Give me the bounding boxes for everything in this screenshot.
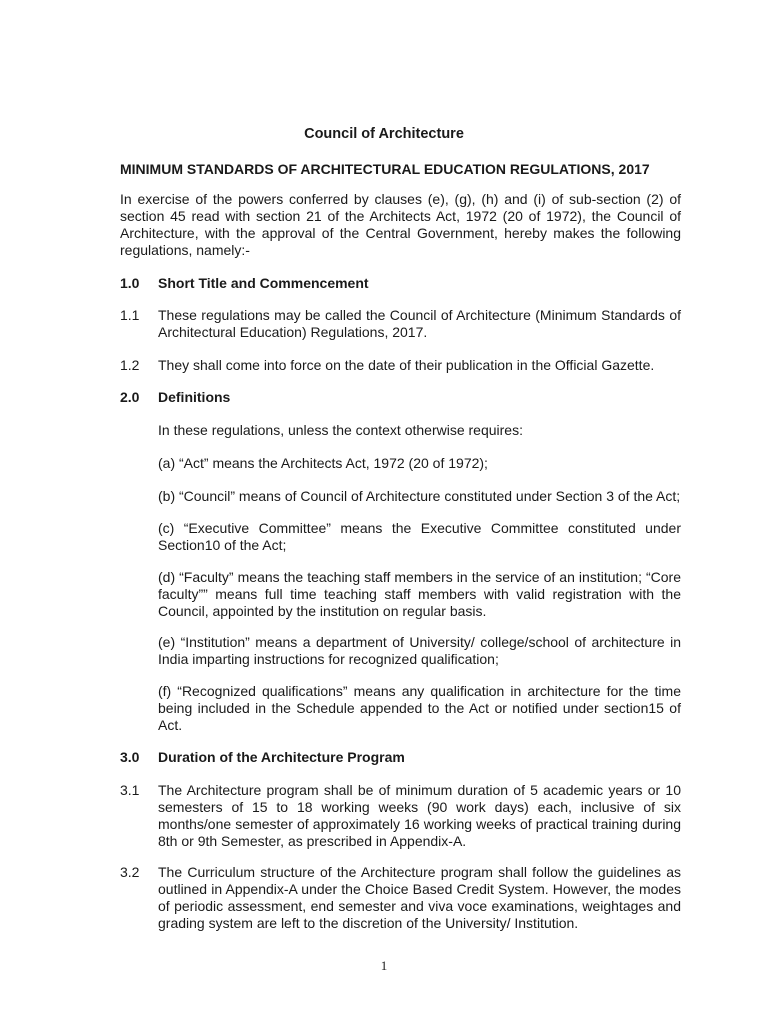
clause-3-2-number: 3.2	[120, 864, 140, 880]
section-1-number: 1.0	[120, 275, 140, 291]
section-3-heading: Duration of the Architecture Program	[158, 749, 405, 765]
clause-1-2-number: 1.2	[120, 357, 140, 373]
clause-3-1-text: The Architecture program shall be of minimum duration of 5 academic years or 10 semesters of 15 to 18 working weeks (90 work days) each, inclusive of six months/one semester of approximately 16 working weeks of practical training during 8th or 9th Semester, as prescribed in Appendix-A.	[158, 782, 681, 849]
definition-a: (a) “Act” means the Architects Act, 1972 (20 of 1972);	[158, 455, 488, 471]
section-1-heading: Short Title and Commencement	[158, 275, 369, 291]
clause-3-1-number: 3.1	[120, 782, 140, 798]
definition-b: (b) “Council” means of Council of Architecture constituted under Section 3 of the Act;	[158, 488, 681, 504]
definition-d: (d) “Faculty” means the teaching staff members in the service of an institution; “Core faculty”” means full time teaching staff members with valid registration with the Council, appointed by the institution on regular basis.	[158, 569, 681, 619]
definition-f: (f) “Recognized qualifications” means any qualification in architecture for the time being included in the Schedule appended to the Act or notified under section15 of Act.	[158, 683, 681, 733]
clause-1-1-number: 1.1	[120, 307, 140, 323]
clause-3-2-text: The Curriculum structure of the Architecture program shall follow the guidelines as outlined in Appendix-A under the Choice Based Credit System. However, the modes of periodic assessment, end semester and viva voce examinations, weightages and grading system are left to the discretion of the University/ Institution.	[158, 864, 681, 931]
page-number: 1	[380, 958, 388, 973]
definition-c: (c) “Executive Committee” means the Executive Committee constituted under Section10 of the Act;	[158, 520, 681, 553]
section-2-number: 2.0	[120, 389, 140, 405]
section-2-heading: Definitions	[158, 389, 231, 405]
intro-paragraph: In exercise of the powers conferred by clauses (e), (g), (h) and (i) of sub-section (2) of section 45 read with section 21 of the Architects Act, 1972 (20 of 1972), the Council of Architecture, with the approval of the Central Government, hereby makes the following regulations, namely:-	[120, 191, 681, 258]
section-3-number: 3.0	[120, 749, 140, 765]
document-title: Council of Architecture	[304, 126, 464, 142]
clause-1-2-text: They shall come into force on the date of their publication in the Official Gazette.	[158, 357, 655, 373]
definition-e: (e) “Institution” means a department of University/ college/school of architecture in India imparting instructions for recognized qualification;	[158, 634, 681, 667]
document-subtitle: MINIMUM STANDARDS OF ARCHITECTURAL EDUCATION REGULATIONS, 2017	[120, 161, 650, 177]
definitions-lead: In these regulations, unless the context otherwise requires:	[158, 422, 523, 438]
clause-1-1-text: These regulations may be called the Council of Architecture (Minimum Standards of Architectural Education) Regulations, 2017.	[158, 307, 681, 340]
